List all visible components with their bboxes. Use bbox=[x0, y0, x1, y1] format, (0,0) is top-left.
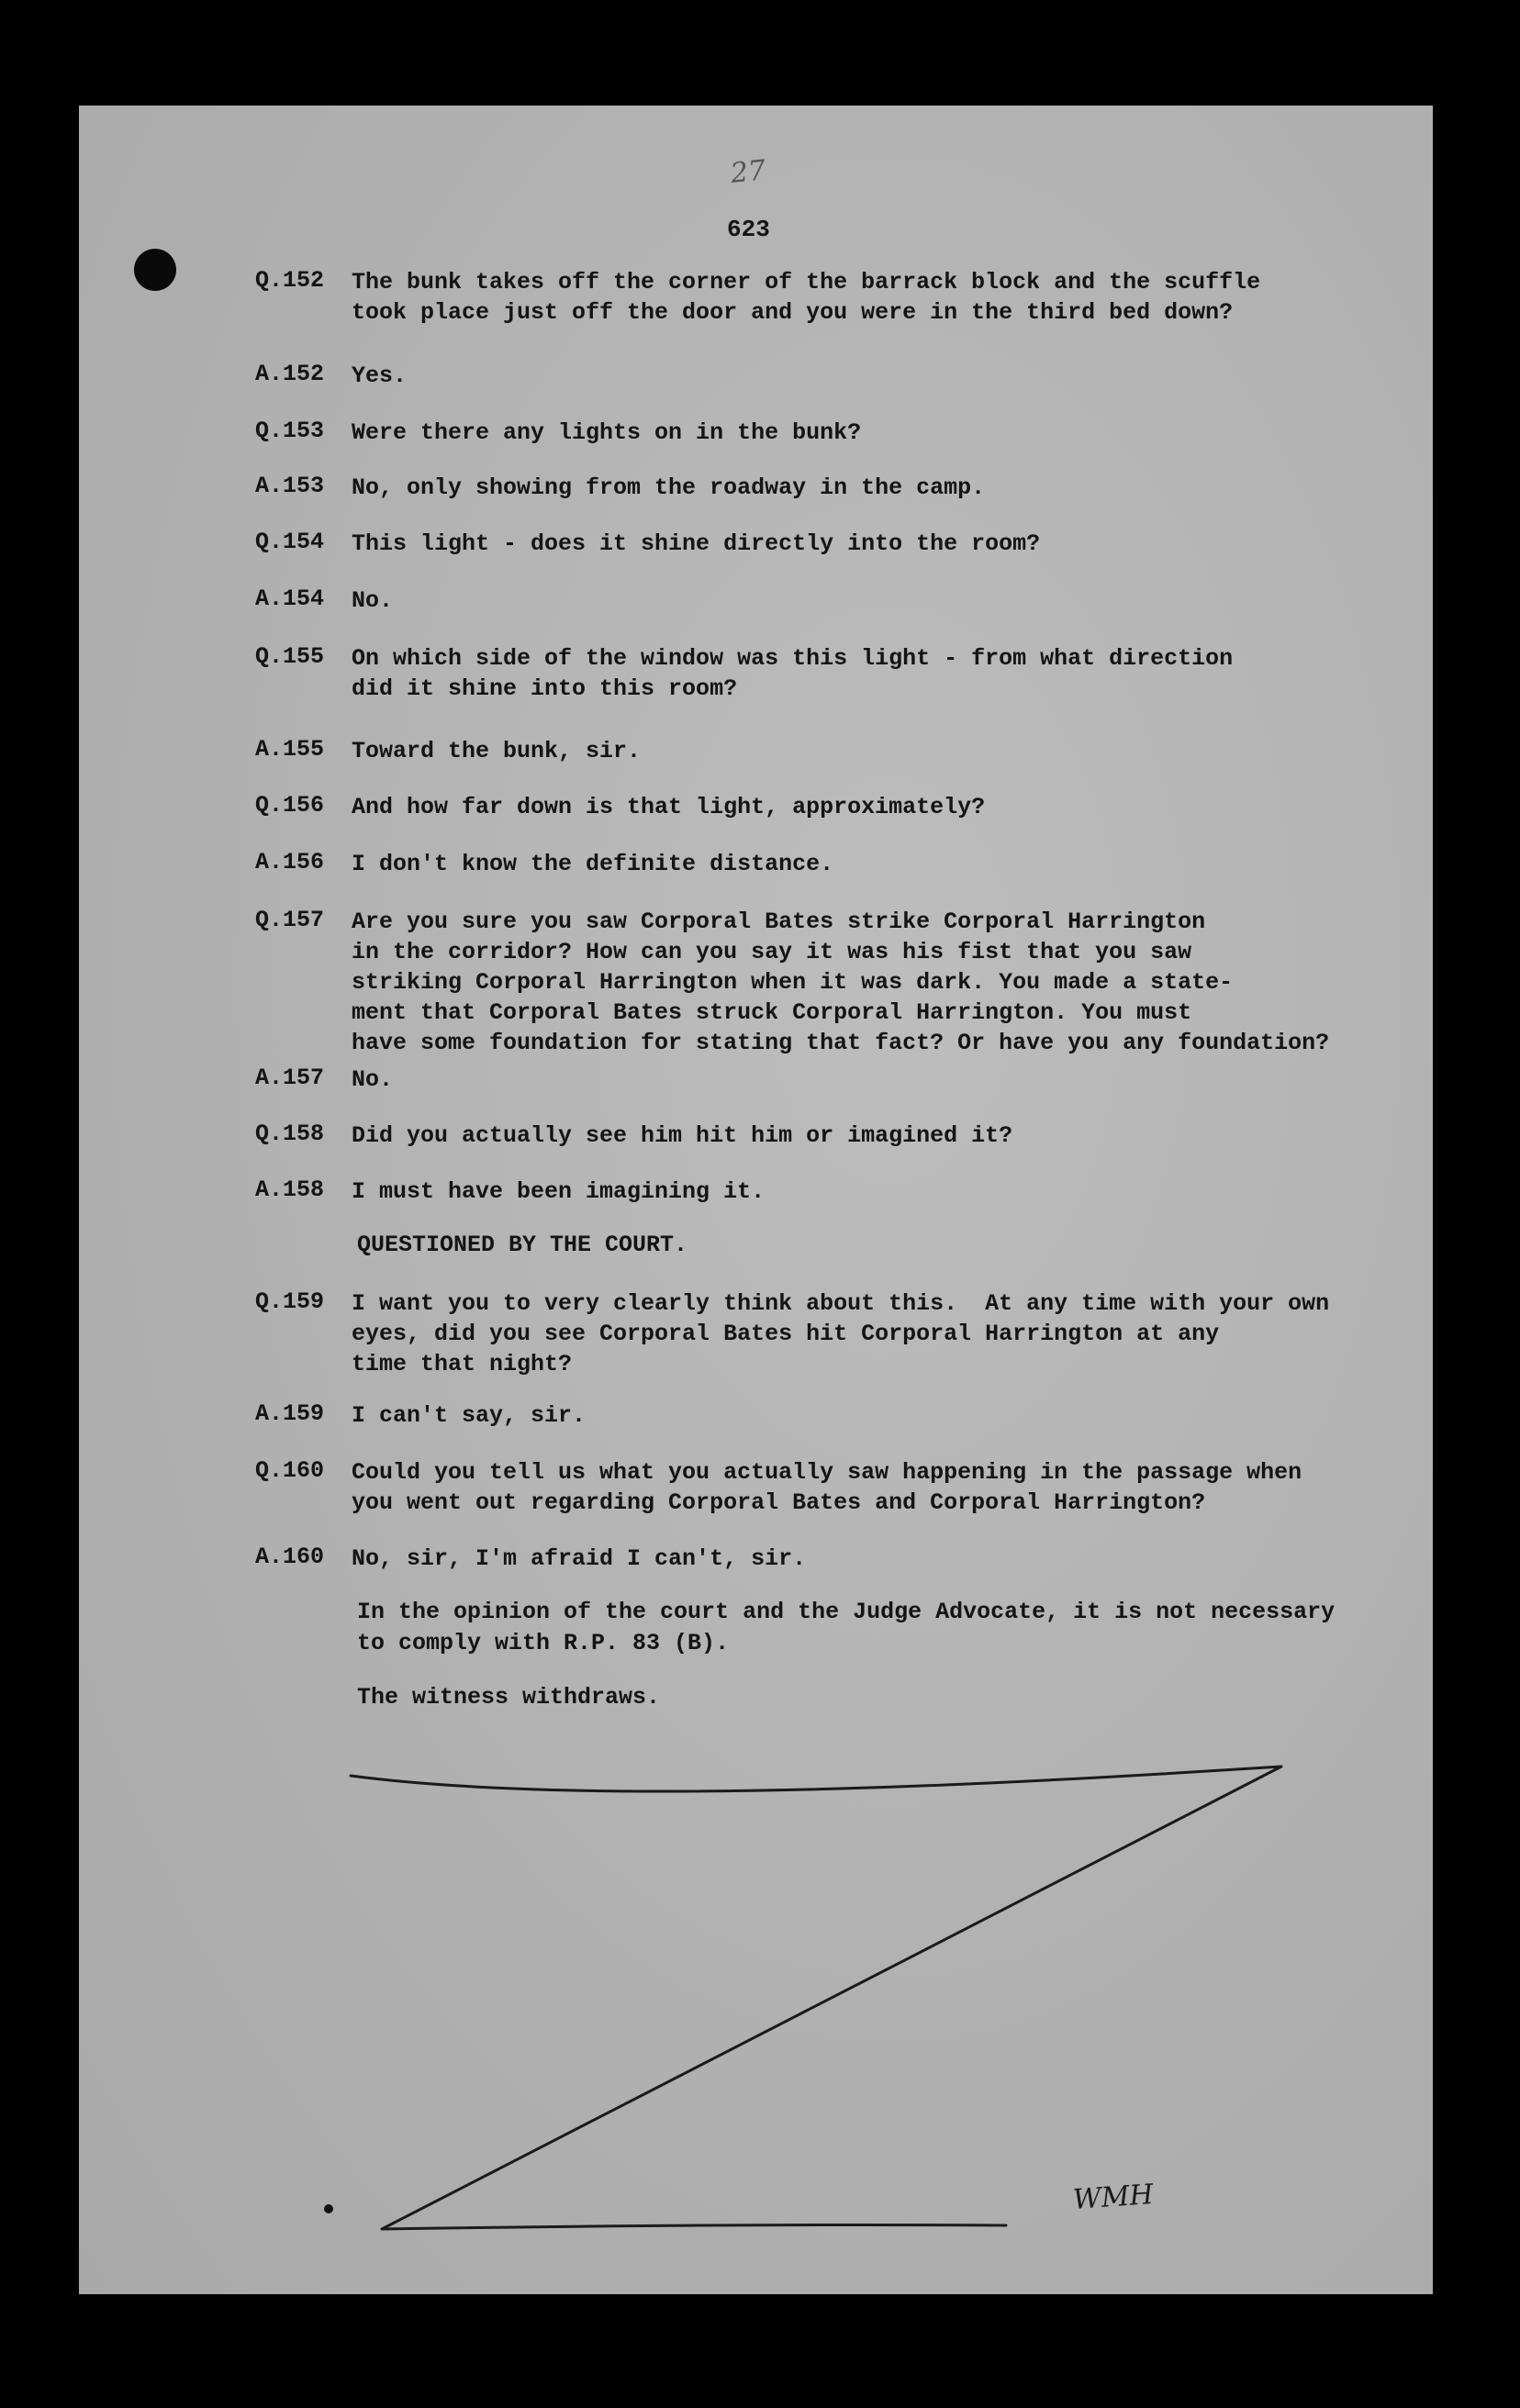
entry-text: I want you to very clearly think about this. At any time with your own eyes, did you see Corporal Bates hit Corporal Harrington at any time that night? bbox=[352, 1290, 1330, 1377]
entry-label: Q.155 bbox=[255, 643, 325, 670]
entry-label: Q.156 bbox=[255, 792, 325, 819]
entry-label: Q.153 bbox=[255, 418, 325, 444]
entry-label: A.154 bbox=[255, 585, 325, 612]
entry-text: Yes. bbox=[352, 362, 408, 389]
entry-label: A.157 bbox=[255, 1065, 325, 1091]
entry-text: The bunk takes off the corner of the barrack block and the scuffle took place just off the door and you were in the third bed down? bbox=[352, 269, 1261, 326]
entry-text: I must have been imagining it. bbox=[352, 1178, 766, 1205]
entry-text: No. bbox=[352, 587, 394, 614]
entry-text: Did you actually see him hit him or imagined it? bbox=[352, 1122, 1013, 1149]
document-page bbox=[79, 106, 1433, 2294]
section-heading: QUESTIONED BY THE COURT. bbox=[357, 1232, 688, 1258]
entry-text: No, only showing from the roadway in the camp. bbox=[352, 474, 986, 501]
entry-text: No, sir, I'm afraid I can't, sir. bbox=[352, 1545, 807, 1572]
entry-label: Q.154 bbox=[255, 529, 325, 555]
handwritten-initials: WMH bbox=[1071, 2178, 1155, 2217]
entry-label: A.156 bbox=[255, 849, 325, 875]
entry-text: No. bbox=[352, 1066, 394, 1093]
entry-label: A.152 bbox=[255, 361, 325, 387]
page-number: 623 bbox=[727, 216, 770, 243]
handwritten-folio-number: 27 bbox=[729, 154, 767, 190]
entry-label: A.158 bbox=[255, 1176, 325, 1203]
entry-label: A.153 bbox=[255, 473, 325, 499]
entry-text: On which side of the window was this light - from what direction did it shine into this room? bbox=[352, 645, 1234, 702]
entry-text: I can't say, sir. bbox=[352, 1402, 587, 1429]
entry-text: Were there any lights on in the bunk? bbox=[352, 419, 862, 446]
entry-label: Q.158 bbox=[255, 1120, 325, 1147]
closing-line: The witness withdraws. bbox=[357, 1684, 661, 1711]
entry-label: A.160 bbox=[255, 1544, 325, 1570]
entry-text: Could you tell us what you actually saw happening in the passage when you went out regarding Corporal Bates and Corporal Harrington? bbox=[352, 1459, 1302, 1516]
entry-text: I don't know the definite distance. bbox=[352, 851, 834, 877]
cancellation-z-mark bbox=[79, 106, 1433, 2294]
entry-text: This light - does it shine directly into the room? bbox=[352, 530, 1041, 557]
entry-text: Toward the bunk, sir. bbox=[352, 738, 642, 764]
entry-label: Q.157 bbox=[255, 907, 325, 933]
entry-text: Are you sure you saw Corporal Bates strike Corporal Harrington in the corridor? How can you say it was his fist that you saw striking Corporal Harrington when it was dark. You made a state- ment that Corporal Bates struck Corporal Harrington. You must have some foundation for stating that fact? Or have you any foundation? bbox=[352, 909, 1330, 1056]
entry-label: A.155 bbox=[255, 736, 325, 763]
entry-text: And how far down is that light, approximately? bbox=[352, 794, 986, 820]
entry-label: Q.159 bbox=[255, 1288, 325, 1315]
entry-label: A.159 bbox=[255, 1400, 325, 1427]
closing-paragraph: In the opinion of the court and the Judge Advocate, it is not necessary to comply with R.P. 83 (B). bbox=[357, 1599, 1336, 1656]
entry-label: Q.152 bbox=[255, 267, 325, 294]
entry-label: Q.160 bbox=[255, 1457, 325, 1484]
